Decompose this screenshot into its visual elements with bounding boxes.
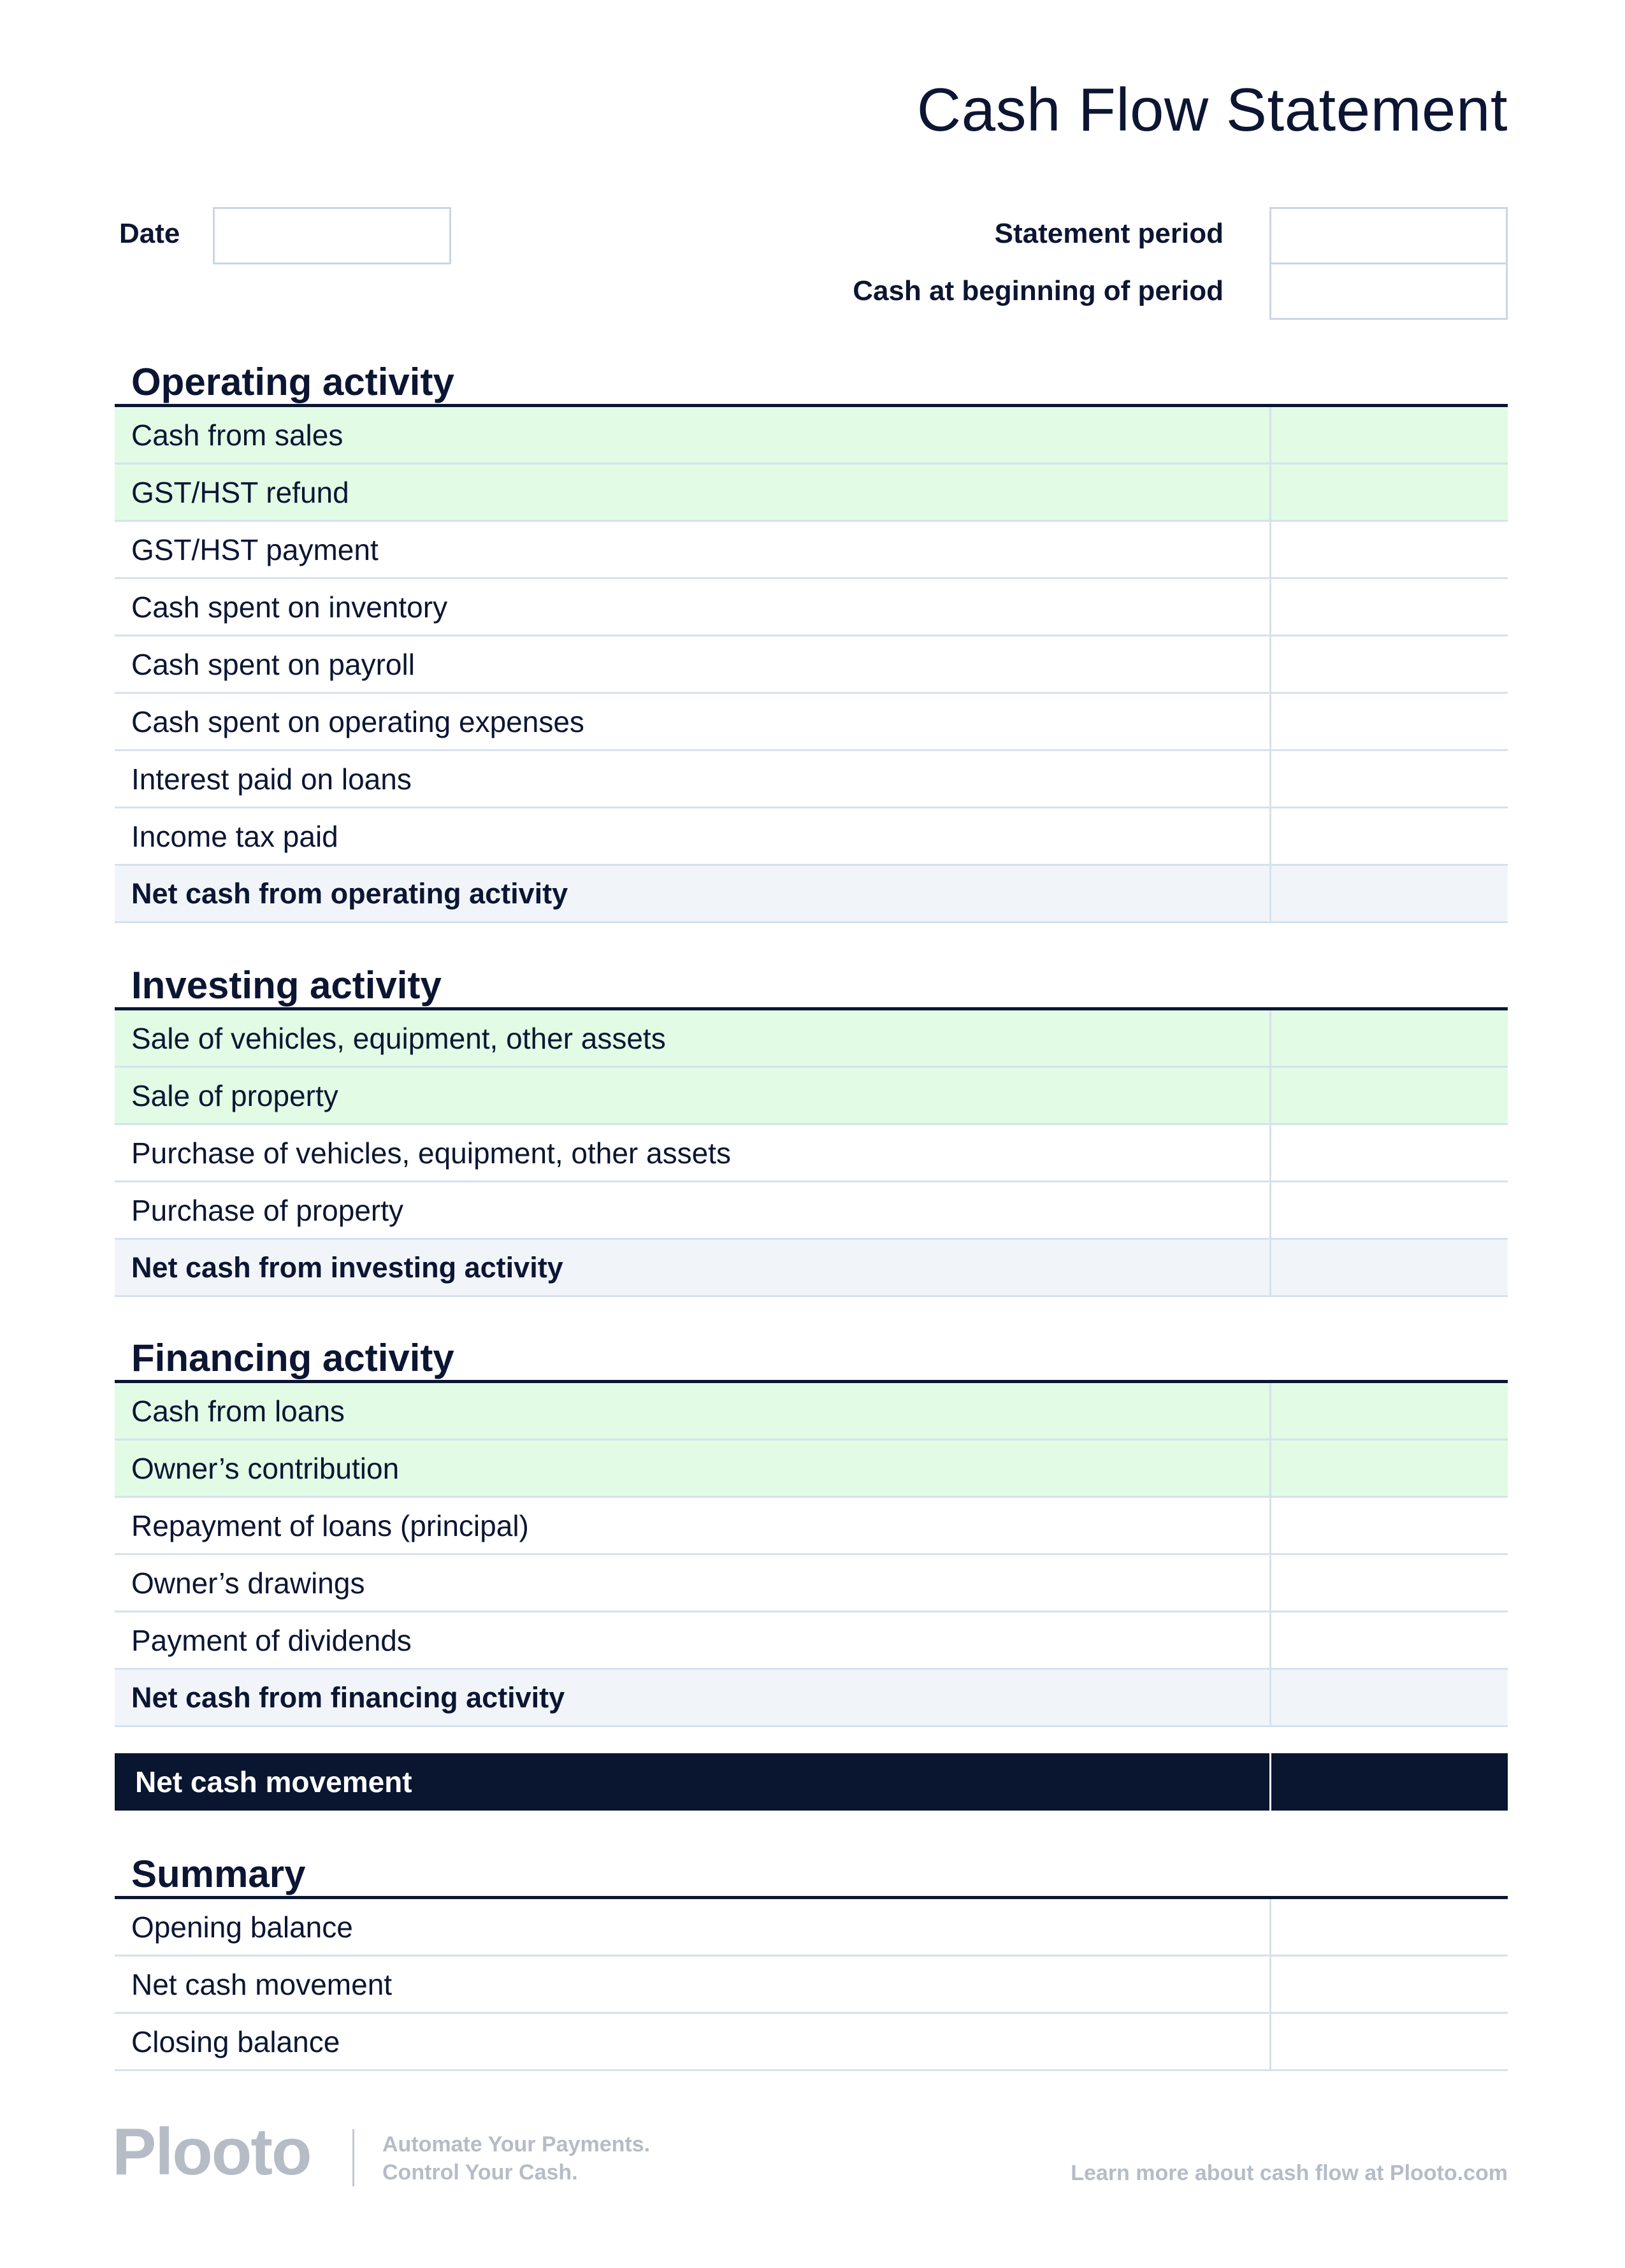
net-cash-movement-label: Net cash movement [135,1765,412,1798]
value-cell[interactable] [1269,1068,1508,1123]
total-row [115,866,1508,923]
total-value-cell[interactable] [1269,1240,1508,1295]
row-label: Owner’s contribution [131,1451,400,1485]
row-label: Cash spent on inventory [131,590,448,624]
value-cell[interactable] [1269,751,1508,807]
value-cell[interactable] [1269,1956,1508,2012]
row-label: Owner’s drawings [131,1566,365,1600]
row-label: Sale of vehicles, equipment, other assets [131,1021,666,1055]
net-cash-movement-value[interactable] [1269,1753,1508,1811]
cash-beginning-field[interactable] [1269,262,1508,320]
table-row [115,1956,1508,2014]
table-row [115,694,1508,751]
value-cell[interactable] [1269,1899,1508,1955]
table-row [115,522,1508,579]
row-label: Income tax paid [131,819,338,853]
table-row [115,1125,1508,1182]
statement-period-label: Statement period [994,218,1224,249]
page-title: Cash Flow Statement [916,76,1508,144]
value-cell[interactable] [1269,694,1508,749]
investing-heading: Investing activity [115,964,1508,1010]
value-cell[interactable] [1269,1612,1508,1668]
table-row [115,1440,1508,1498]
table-row [115,1068,1508,1125]
operating-section [115,361,1508,923]
row-label: Purchase of vehicles, equipment, other assets [131,1136,731,1170]
table-row [115,808,1508,866]
table-row [115,1555,1508,1612]
financing-heading: Financing activity [115,1337,1508,1383]
table-row [115,407,1508,464]
row-label: Cash from sales [131,418,343,452]
value-cell[interactable] [1269,1383,1508,1439]
value-cell[interactable] [1269,579,1508,635]
row-label: Cash from loans [131,1394,345,1428]
footer-tagline [382,2130,650,2186]
row-label: Repayment of loans (principal) [131,1509,529,1542]
value-cell[interactable] [1269,1498,1508,1553]
table-row [115,1010,1508,1068]
row-label: Interest paid on loans [131,762,412,796]
table-row [115,579,1508,636]
total-label: Net cash from operating activity [131,877,568,910]
operating-heading: Operating activity [115,361,1508,407]
row-label: GST/HST payment [131,533,379,566]
tagline-line-2: Control Your Cash. [382,2160,578,2185]
value-cell[interactable] [1269,1010,1508,1066]
row-label: Net cash movement [131,1967,393,2001]
statement-period-field[interactable] [1269,207,1508,264]
footer-divider [352,2129,354,2186]
summary-heading: Summary [115,1853,1508,1899]
total-row [115,1670,1508,1727]
value-cell[interactable] [1269,1555,1508,1611]
table-row [115,751,1508,808]
row-label: Purchase of property [131,1193,404,1227]
table-row [115,1498,1508,1555]
tagline-line-1: Automate Your Payments. [382,2132,651,2157]
row-label: Payment of dividends [131,1623,412,1657]
row-label: Cash spent on payroll [131,647,415,681]
summary-section [115,1853,1508,2071]
total-row [115,1240,1508,1297]
table-row [115,1612,1508,1670]
investing-section [115,964,1508,1297]
row-label: Cash spent on operating expenses [131,705,584,738]
table-row [115,1383,1508,1440]
value-cell[interactable] [1269,464,1508,520]
date-label: Date [119,218,180,249]
table-row [115,1899,1508,1956]
row-label: GST/HST refund [131,475,349,509]
date-field[interactable] [213,207,451,264]
value-cell[interactable] [1269,808,1508,864]
net-cash-movement-row [115,1753,1508,1811]
value-cell[interactable] [1269,407,1508,463]
financing-section [115,1337,1508,1727]
value-cell[interactable] [1269,1182,1508,1238]
value-cell[interactable] [1269,522,1508,577]
total-value-cell[interactable] [1269,866,1508,921]
table-row [115,2014,1508,2071]
value-cell[interactable] [1269,636,1508,692]
cash-beginning-label: Cash at beginning of period [853,275,1224,306]
value-cell[interactable] [1269,1440,1508,1496]
total-value-cell[interactable] [1269,1670,1508,1725]
row-label: Opening balance [131,1910,353,1944]
table-row [115,1182,1508,1240]
row-label: Closing balance [131,2025,340,2058]
row-label: Sale of property [131,1079,338,1112]
plooto-logo: Plooto [112,2115,311,2189]
footer-link[interactable]: Learn more about cash flow at Plooto.com [1071,2161,1508,2185]
table-row [115,636,1508,694]
value-cell[interactable] [1269,1125,1508,1181]
value-cell[interactable] [1269,2014,1508,2069]
total-label: Net cash from financing activity [131,1681,565,1714]
total-label: Net cash from investing activity [131,1251,563,1284]
table-row [115,464,1508,522]
